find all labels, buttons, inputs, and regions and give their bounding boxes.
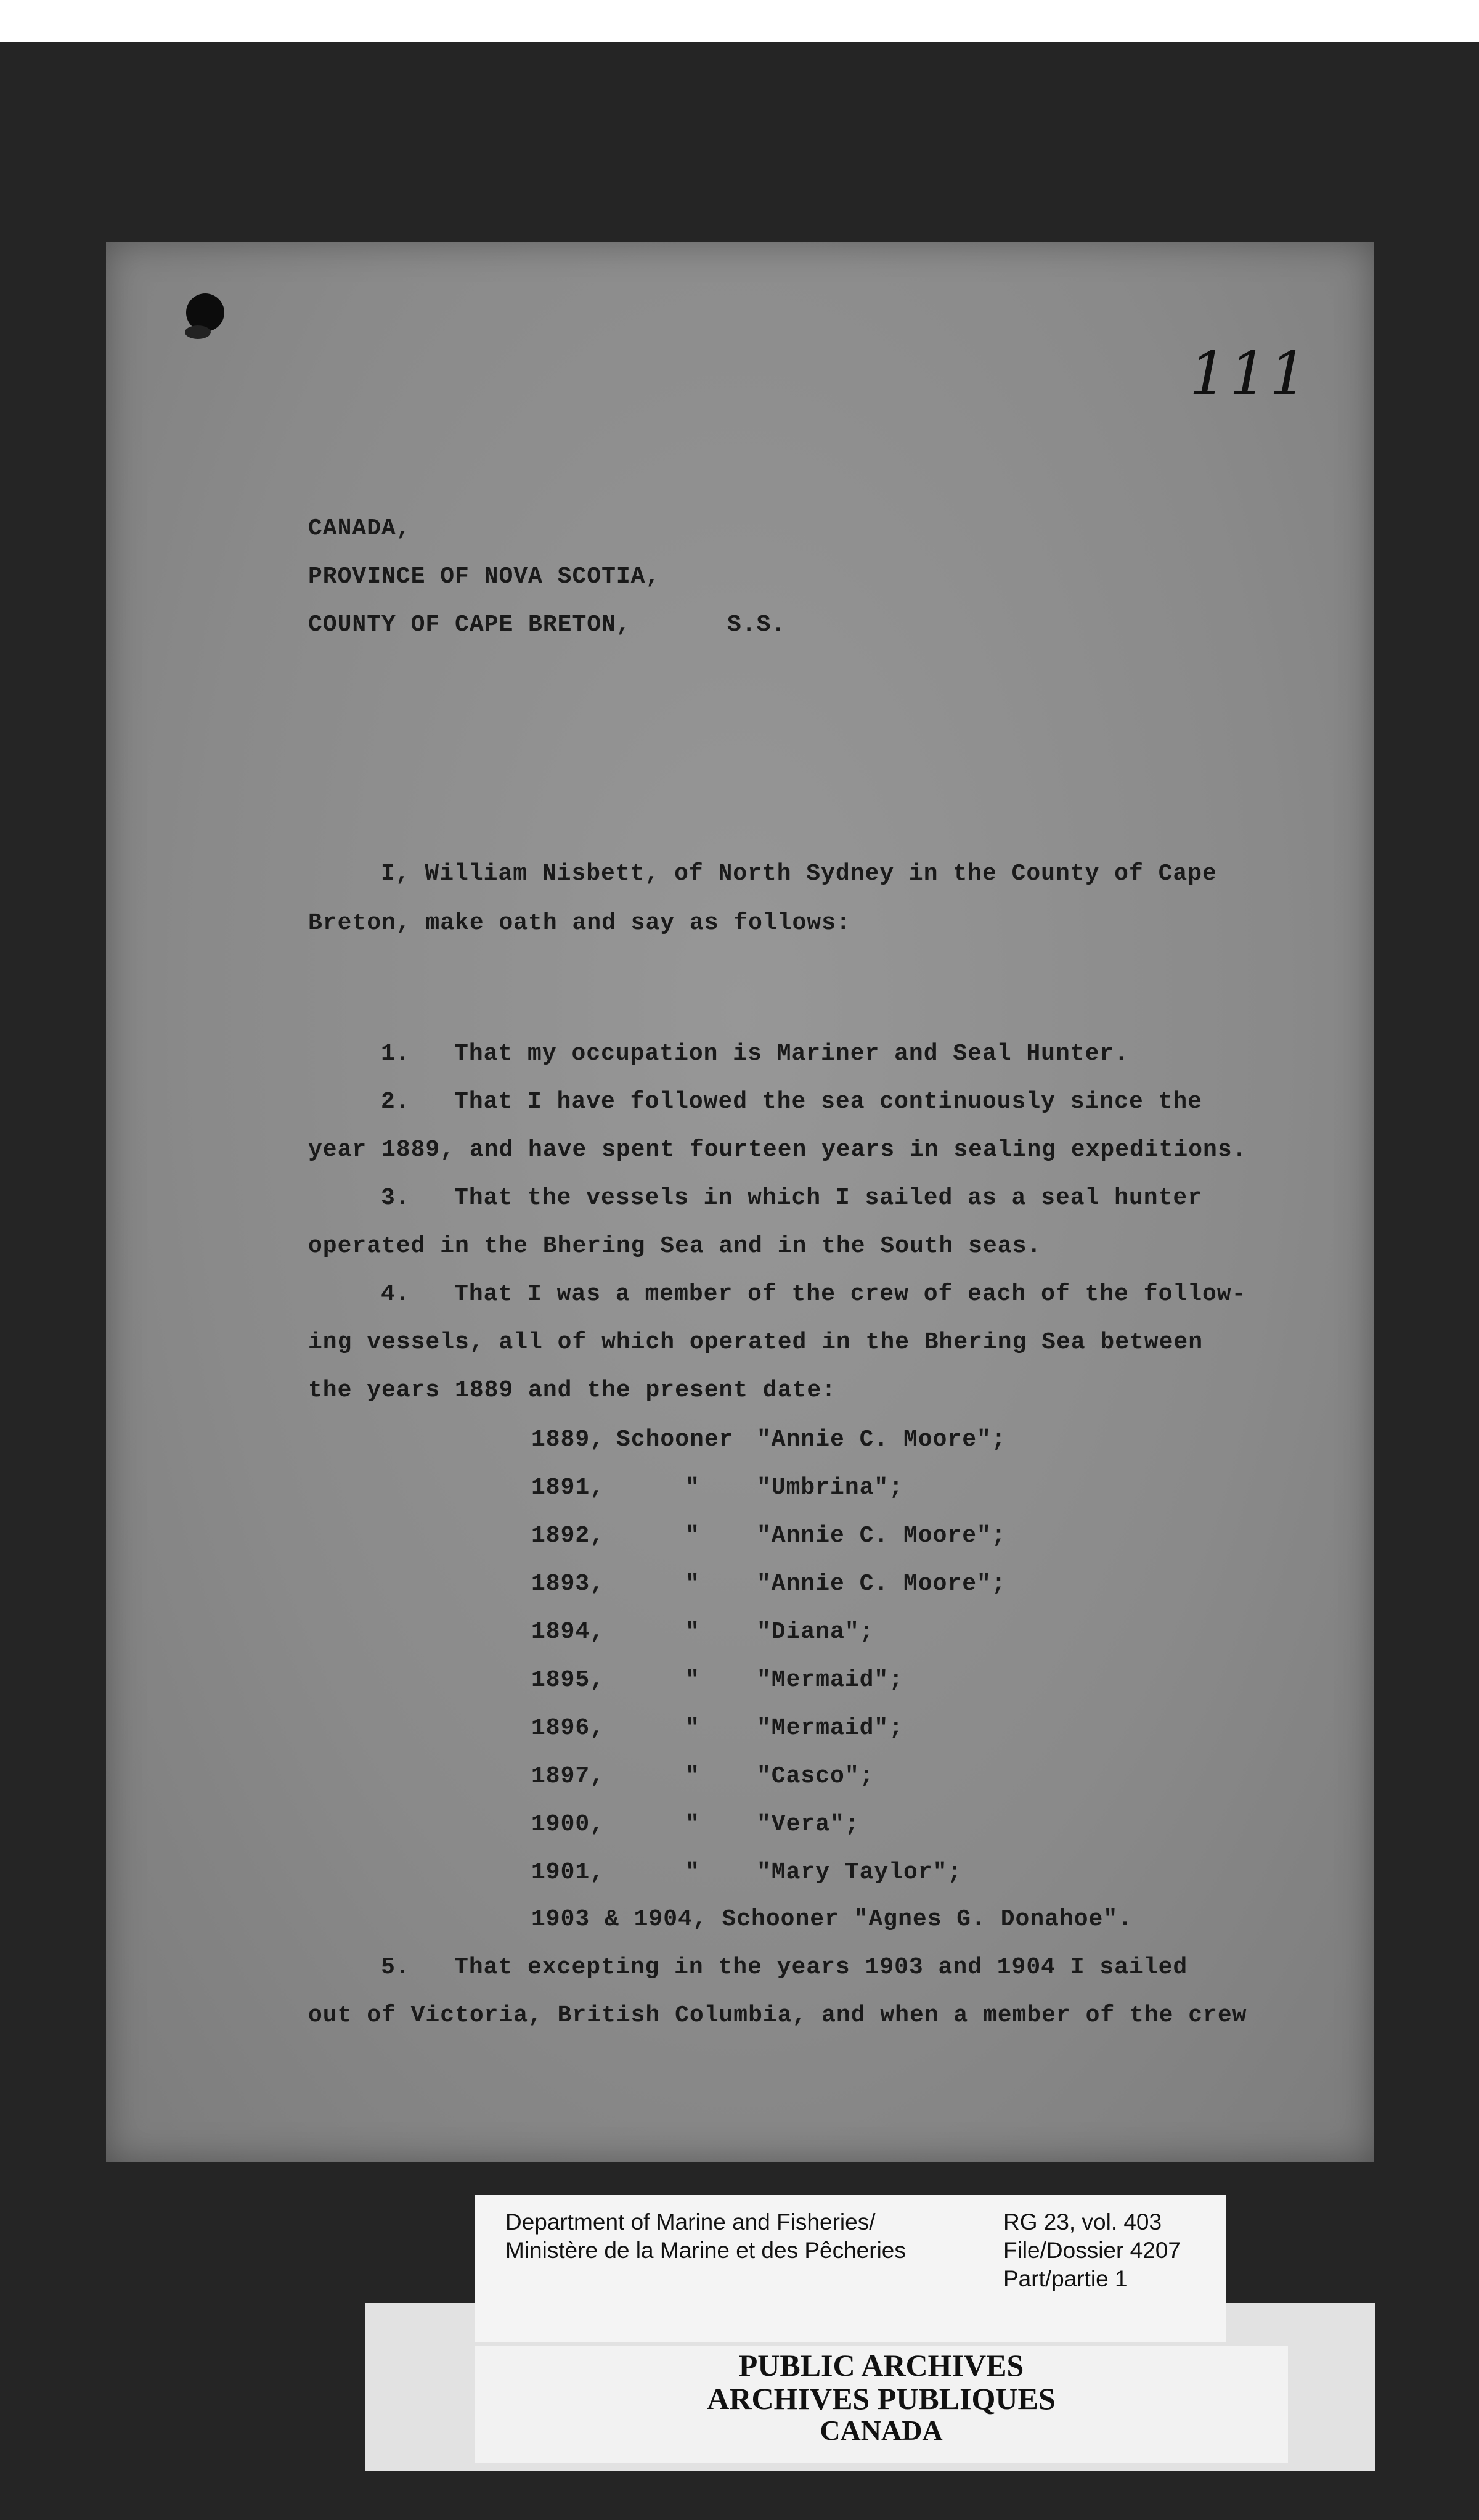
vessel-type: " <box>685 1571 700 1597</box>
paragraph-1: 1. That my occupation is Mariner and Seal Hunter. <box>381 1041 1129 1067</box>
heading-ss: S.S. <box>727 612 786 638</box>
vessel-year: 1897, <box>531 1763 605 1790</box>
heading-county: COUNTY OF CAPE BRETON, <box>308 612 631 638</box>
paragraph-4-line-3: the years 1889 and the present date: <box>308 1377 836 1404</box>
reference-part: Part/partie 1 <box>1003 2266 1128 2291</box>
folio-number: 111 <box>1189 339 1310 408</box>
vessel-type: " <box>685 1475 700 1501</box>
vessel-name: "Mermaid"; <box>757 1667 904 1693</box>
vessel-type: " <box>685 1667 700 1693</box>
vessel-type: " <box>685 1859 700 1886</box>
vessel-row-last: 1903 & 1904, Schooner "Agnes G. Donahoe". <box>531 1906 1133 1933</box>
intro-line-2: Breton, make oath and say as follows: <box>308 910 851 936</box>
reference-file: File/Dossier 4207 <box>1003 2238 1181 2263</box>
paragraph-3-line-2: operated in the Bhering Sea and in the South seas. <box>308 1233 1042 1259</box>
stamp-line-1: PUBLIC ARCHIVES <box>738 2348 1024 2383</box>
paragraph-4-line-2: ing vessels, all of which operated in the Bhering Sea between <box>308 1329 1204 1356</box>
stamp-line-2: ARCHIVES PUBLIQUES <box>707 2381 1056 2416</box>
punch-hole-mark-icon <box>185 325 211 339</box>
vessel-type: " <box>685 1715 700 1741</box>
archive-stamp-panel <box>475 2346 1288 2463</box>
department-fr: Ministère de la Marine et des Pêcheries <box>505 2238 906 2263</box>
heading-canada: CANADA, <box>308 515 411 542</box>
stamp-line-3: CANADA <box>820 2415 943 2446</box>
vessel-year: 1889, <box>531 1426 605 1453</box>
paragraph-5-line-1: 5. That excepting in the years 1903 and 1904 I sailed <box>381 1954 1188 1981</box>
intro-line-1: I, William Nisbett, of North Sydney in the County of Cape <box>381 861 1217 887</box>
vessel-name: "Annie C. Moore"; <box>757 1571 1006 1597</box>
heading-province: PROVINCE OF NOVA SCOTIA, <box>308 563 661 590</box>
vessel-type: " <box>685 1619 700 1645</box>
vessel-year: 1901, <box>531 1859 605 1886</box>
vessel-type: " <box>685 1763 700 1790</box>
vessel-year: 1896, <box>531 1715 605 1741</box>
vessel-year: 1895, <box>531 1667 605 1693</box>
archive-reference-label <box>475 2195 1226 2342</box>
reference-block <box>1003 2208 1181 2293</box>
vessel-year: 1894, <box>531 1619 605 1645</box>
vessel-type: " <box>685 1811 700 1838</box>
vessel-type: Schooner <box>616 1426 734 1453</box>
paragraph-4-line-1: 4. That I was a member of the crew of each of the follow- <box>381 1281 1247 1307</box>
vessel-name: "Umbrina"; <box>757 1475 904 1501</box>
vessel-year: 1900, <box>531 1811 605 1838</box>
vessel-type: " <box>685 1523 700 1549</box>
vessel-name: "Annie C. Moore"; <box>757 1426 1006 1453</box>
department-en: Department of Marine and Fisheries/ <box>505 2209 876 2235</box>
vessel-name: "Vera"; <box>757 1811 860 1838</box>
vessel-name: "Diana"; <box>757 1619 874 1645</box>
vessel-name: "Casco"; <box>757 1763 874 1790</box>
reference-rg: RG 23, vol. 403 <box>1003 2209 1162 2235</box>
vessel-name: "Mermaid"; <box>757 1715 904 1741</box>
vessel-year: 1893, <box>531 1571 605 1597</box>
department-block <box>505 2208 906 2265</box>
vessel-year: 1892, <box>531 1523 605 1549</box>
vessel-name: "Mary Taylor"; <box>757 1859 963 1886</box>
vessel-name: "Annie C. Moore"; <box>757 1523 1006 1549</box>
paragraph-5-line-2: out of Victoria, British Columbia, and when a member of the crew <box>308 2002 1247 2029</box>
vessel-year: 1891, <box>531 1475 605 1501</box>
paragraph-2-line-1: 2. That I have followed the sea continuously since the <box>381 1089 1203 1115</box>
paragraph-2-line-2: year 1889, and have spent fourteen years in sealing expeditions. <box>308 1137 1247 1163</box>
paragraph-3-line-1: 3. That the vessels in which I sailed as a seal hunter <box>381 1185 1203 1211</box>
